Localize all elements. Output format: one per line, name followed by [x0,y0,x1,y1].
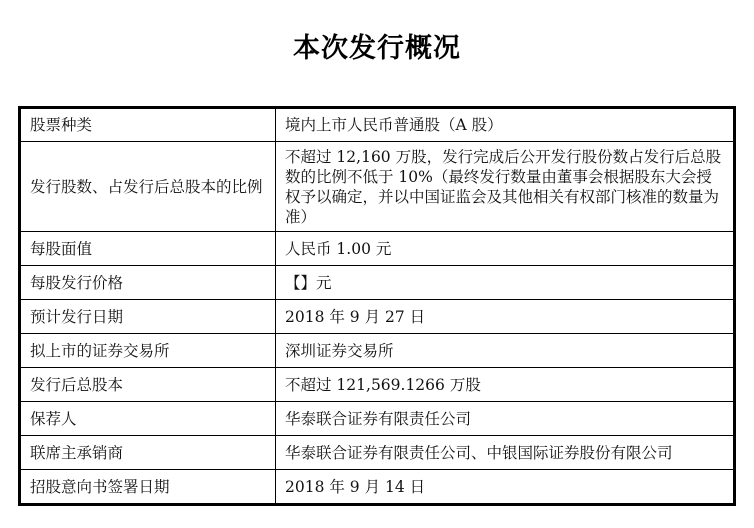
row-value: 【】元 [276,266,735,300]
table-row-issue-price [20,266,735,300]
table-row-issue-date [20,300,735,334]
row-label: 预计发行日期 [20,300,276,334]
row-label: 每股发行价格 [20,266,276,300]
row-value: 2018 年 9 月 14 日 [276,470,735,505]
row-label: 每股面值 [20,232,276,266]
table-row-prospectus-date [20,470,735,505]
row-value: 2018 年 9 月 27 日 [276,300,735,334]
row-value: 深圳证券交易所 [276,334,735,368]
row-value: 不超过 121,569.1266 万股 [276,368,735,402]
table-row-stock-type [20,108,735,142]
row-label: 拟上市的证券交易所 [20,334,276,368]
row-value: 境内上市人民币普通股（A 股） [276,108,735,142]
row-value: 人民币 1.00 元 [276,232,735,266]
row-value: 华泰联合证券有限责任公司、中银国际证券股份有限公司 [276,436,735,470]
row-label: 保荐人 [20,402,276,436]
row-label: 发行后总股本 [20,368,276,402]
table-row-sponsor [20,402,735,436]
table-row-underwriters [20,436,735,470]
table-row-issue-shares [20,142,735,232]
row-value: 不超过 12,160 万股，发行完成后公开发行股份数占发行后总股数的比例不低于 10%（最终发行数量由董事会根据股东大会授权予以确定，并以中国证监会及其他相关有权部门核准的数量为准） [276,142,735,232]
row-label: 发行股数、占发行后总股本的比例 [20,142,276,232]
table-row-exchange [20,334,735,368]
page-title: 本次发行概况 [293,33,461,64]
row-value: 华泰联合证券有限责任公司 [276,402,735,436]
row-label: 联席主承销商 [20,436,276,470]
table-row-total-shares [20,368,735,402]
offering-overview-table [18,106,736,506]
table-row-par-value [20,232,735,266]
row-label: 招股意向书签署日期 [20,470,276,505]
row-label: 股票种类 [20,108,276,142]
